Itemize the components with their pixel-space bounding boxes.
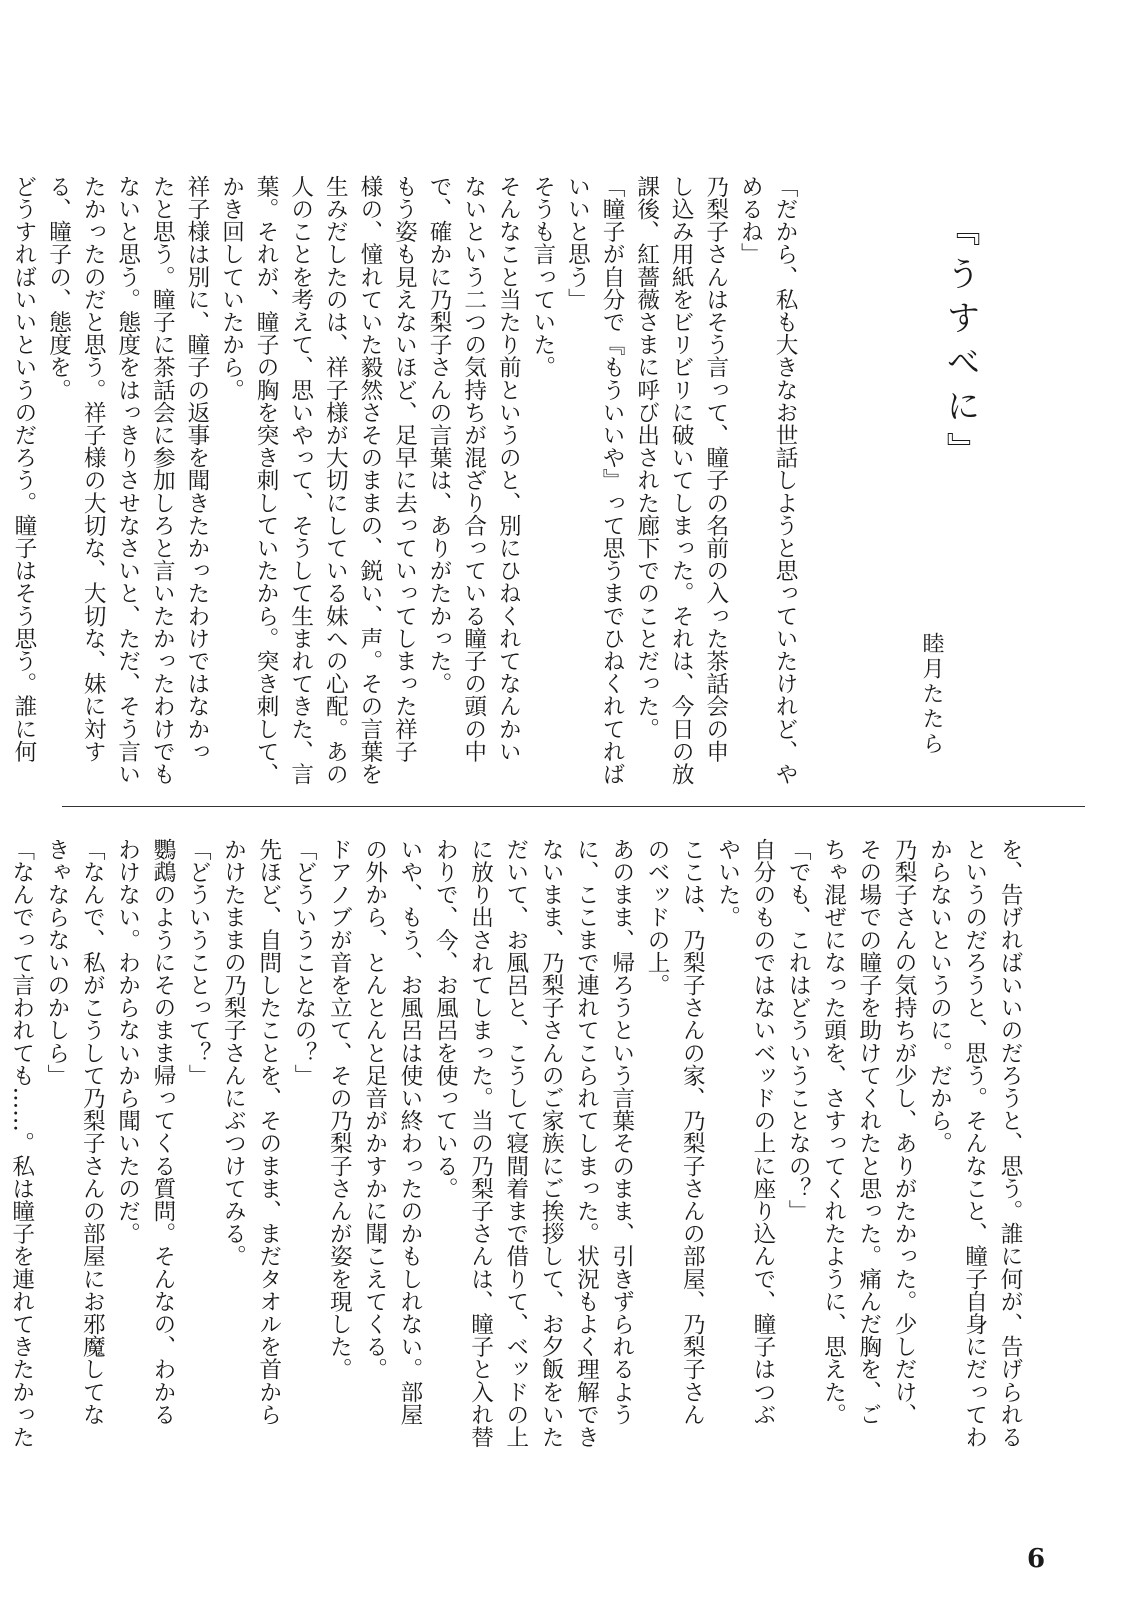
text-line: ちゃ混ぜになった頭を、さすってくれたように、思えた。	[820, 838, 847, 1426]
text-line: の外から、とんとんと足音がかすかに聞こえてくる。	[361, 838, 388, 1381]
text-line: わりで、今、お風呂を使っている。	[432, 838, 459, 1200]
text-line: 「どういうことなの？」	[291, 838, 318, 1087]
text-line: 「でも、これはどういうことなの？」	[785, 838, 812, 1223]
text-line: 課後、紅薔薇さまに呼び出された廊下でのことだった。	[633, 175, 660, 740]
text-line: 「どういうことって？」	[185, 838, 212, 1087]
text-line: めるね」	[737, 175, 764, 266]
text-line: たかったのだと思う。祥子様の大切な、大切な、妹に対す	[80, 175, 107, 763]
text-line: 「瞳子が自分で『もういいや』って思うまでひねくれてれば	[599, 175, 626, 786]
text-line: る、瞳子の、態度を。	[45, 175, 72, 401]
text-line: かき回していたから。	[218, 175, 245, 401]
section-divider	[62, 806, 1085, 807]
text-line: その場での瞳子を助けてくれたと思った。痛んだ胸を、ご	[855, 838, 882, 1426]
text-line: からないというのに。だから。	[926, 838, 953, 1155]
text-line: 先ほど、自問したことを、そのまま、まだタオルを首から	[255, 838, 282, 1426]
text-line: もう姿も見えないほど、足早に去っていってしまった祥子	[391, 175, 418, 763]
text-line: 様の、憧れていた毅然さそのままの、鋭い、声。その言葉を	[356, 175, 383, 786]
text-line: そうも言っていた。	[529, 175, 556, 379]
text-line: 乃梨子さんはそう言って、瞳子の名前の入った茶話会の申	[702, 175, 729, 763]
text-line: 自分のものではないベッドの上に座り込んで、瞳子はつぶ	[749, 838, 776, 1426]
text-line: 葉。それが、瞳子の胸を突き刺していたから。突き刺して、	[253, 175, 280, 786]
text-line: を、告げればいいのだろうと、思う。誰に何が、告げられる	[997, 838, 1023, 1449]
text-line: どうすればいいというのだろう。瞳子はそう思う。誰に何	[10, 175, 37, 763]
text-line: きゃならないのかしら」	[43, 838, 70, 1087]
text-line: そんなこと当たり前というのと、別にひねくれてなんかい	[495, 175, 522, 763]
text-line: ここは、乃梨子さんの家、乃梨子さんの部屋、乃梨子さん	[679, 838, 706, 1426]
text-line: いいと思う」	[564, 175, 591, 311]
text-line: たと思う。瞳子に茶話会に参加しろと言いたかったわけでも	[149, 175, 176, 786]
text-line: 人のことを考えて、思いやって、そうして生まれてきた、言	[287, 175, 314, 786]
top-text-block	[10, 175, 802, 786]
text-line: に放り出されてしまった。当の乃梨子さんは、瞳子と入れ替	[467, 838, 494, 1449]
text-line: 乃梨子さんの気持ちが少し、ありがたかった。少しだけ、	[891, 838, 918, 1426]
text-line: 「だから、私も大きなお世話しようと思っていたけれど、や	[772, 175, 798, 786]
text-line: ないと思う。態度をはっきりさせなさいと、ただ、そう言い	[114, 175, 141, 786]
text-line: し込み用紙をビリビリに破いてしまった。それは、今日の放	[668, 175, 695, 786]
text-line: かけたままの乃梨子さんにぶつけてみる。	[220, 838, 247, 1268]
text-line: ないという二つの気持ちが混ざり合っている瞳子の頭の中	[460, 175, 487, 763]
text-line: わけない。わからないから聞いたのだ。	[114, 838, 141, 1245]
text-line: だいて、お風呂と、こうして寝間着まで借りて、ベッドの上	[502, 838, 529, 1449]
text-line: やいた。	[714, 838, 741, 929]
text-line: ないまま、乃梨子さんのご家族にご挨拶して、お夕飯をいた	[538, 838, 565, 1449]
text-line: 生みだしたのは、祥子様が大切にしている妹への心配。あの	[322, 175, 349, 786]
text-line: あのまま、帰ろうという言葉そのまま、引きずられるよう	[608, 838, 635, 1426]
text-line: 鸚鵡のようにそのまま帰ってくる質問。そんなの、わかる	[149, 838, 176, 1426]
text-line: で、確かに乃梨子さんの言葉は、ありがたかった。	[426, 175, 453, 695]
text-line: いや、もう、お風呂は使い終わったのかもしれない。部屋	[396, 838, 423, 1426]
bottom-text-block	[8, 838, 1027, 1449]
page-number: 6	[1027, 1544, 1046, 1574]
text-line: ドアノブが音を立て、その乃梨子さんが姿を現した。	[326, 838, 353, 1381]
text-line: 祥子様は別に、瞳子の返事を聞きたかったわけではなかっ	[183, 175, 210, 763]
text-line: 「なんで、私がこうして乃梨子さんの部屋にお邪魔してな	[79, 838, 106, 1426]
story-title: 『うすべに』	[940, 212, 980, 476]
text-line: というのだろうと、思う。そんなこと、瞳子自身にだってわ	[961, 838, 988, 1449]
text-line: 「なんでって言われても……。私は瞳子を連れてきたかった	[8, 838, 35, 1449]
author-name: 睦月たたら	[919, 632, 944, 757]
text-line: のベッドの上。	[644, 838, 671, 997]
text-line: に、ここまで連れてこられてしまった。状況もよく理解でき	[573, 838, 600, 1449]
